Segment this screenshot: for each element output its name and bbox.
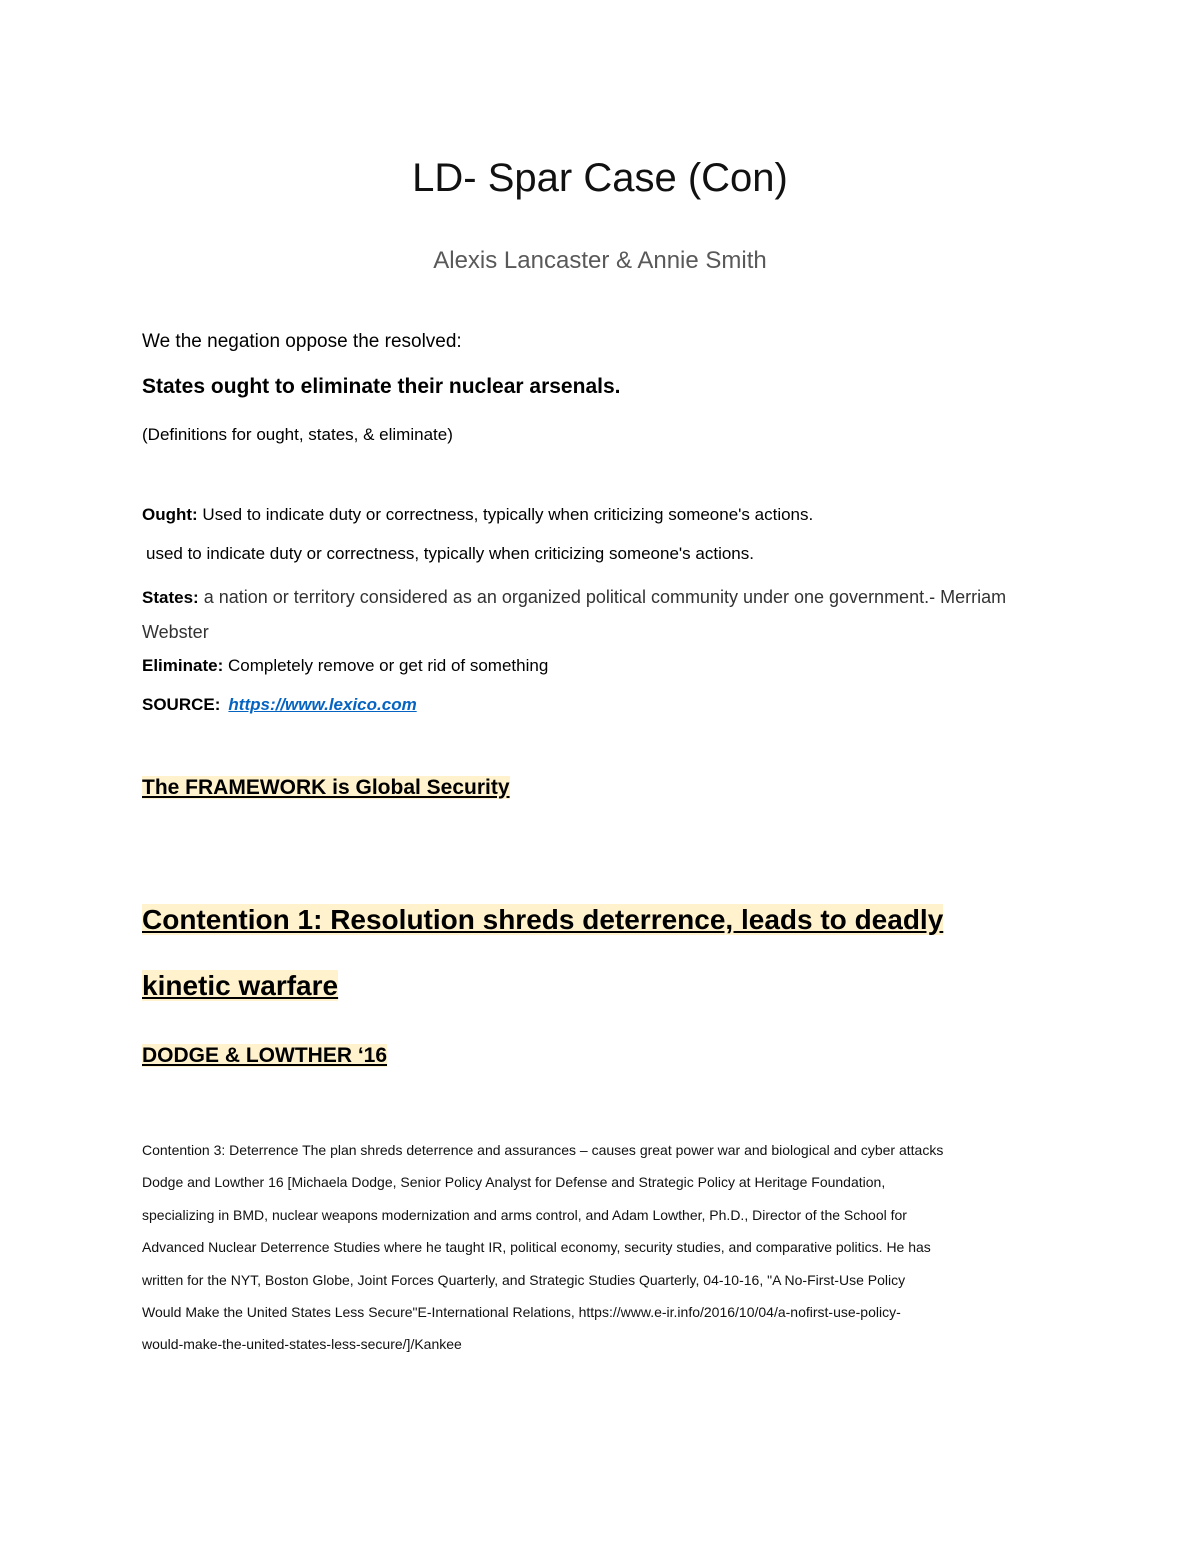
document-title: LD- Spar Case (Con) xyxy=(412,156,788,200)
intro-line: We the negation oppose the resolved: xyxy=(142,331,462,352)
card-tag-heading xyxy=(142,1040,387,1072)
definition-term: States: xyxy=(142,588,199,607)
card-tag: DODGE & LOWTHER ‘16 xyxy=(142,1044,388,1067)
evidence-line: Dodge and Lowther 16 [Michaela Dodge, Senior Policy Analyst for Defense and Strategic Policy at Heritage Foundation, xyxy=(142,1174,886,1191)
evidence-citation xyxy=(142,1134,1062,1361)
definition-source xyxy=(142,692,417,718)
evidence-line: specializing in BMD, nuclear weapons modernization and arms control, and Adam Lowther, Ph.D., Director of the School for xyxy=(142,1206,907,1223)
definition-states xyxy=(142,580,1062,650)
framework-heading xyxy=(142,772,510,804)
source-link[interactable]: https://www.lexico.com xyxy=(228,695,417,714)
resolution-statement: States ought to eliminate their nuclear arsenals. xyxy=(142,375,621,398)
contention-1-line-1: Contention 1: Resolution shreds deterrence, leads to deadly xyxy=(142,904,944,935)
definition-text: Completely remove or get rid of something xyxy=(223,656,549,675)
definition-eliminate xyxy=(142,653,548,679)
evidence-line: written for the NYT, Boston Globe, Joint Forces Quarterly, and Strategic Studies Quarterly, 04-10-16, "A No-First-Use Policy xyxy=(142,1271,906,1288)
definition-text: Used to indicate duty or correctness, typically when criticizing someone's actions. xyxy=(197,505,814,524)
evidence-line: Advanced Nuclear Deterrence Studies where he taught IR, political economy, security studies, and comparative politics. He has xyxy=(142,1239,931,1256)
definition-term: Eliminate: xyxy=(142,656,224,675)
evidence-line: Contention 3: Deterrence The plan shreds deterrence and assurances – causes great power war and biological and cyber attacks xyxy=(142,1142,944,1158)
contention-1-heading-cont xyxy=(142,964,338,1008)
contention-1-line-2: kinetic warfare xyxy=(142,970,339,1001)
framework-text: The FRAMEWORK is Global Security xyxy=(142,776,510,799)
evidence-line: would-make-the-united-states-less-secure/]/Kankee xyxy=(142,1336,462,1353)
source-label: SOURCE: xyxy=(142,695,221,714)
contention-1-heading xyxy=(142,898,943,942)
definition-term: Ought: xyxy=(142,505,198,524)
definition-ought xyxy=(142,502,813,528)
definitions-note: (Definitions for ought, states, & eliminate) xyxy=(142,425,453,444)
definition-ought-repeat: used to indicate duty or correctness, typically when criticizing someone's actions. xyxy=(146,544,754,563)
evidence-line: Would Make the United States Less Secure"E-International Relations, https://www.e-ir.info/2016/10/04/a-nofirst-use-policy- xyxy=(142,1304,901,1321)
document-authors: Alexis Lancaster & Annie Smith xyxy=(433,247,767,274)
definition-text: a nation or territory considered as an organized political community under one government.- Merriam Webster xyxy=(142,587,1007,642)
